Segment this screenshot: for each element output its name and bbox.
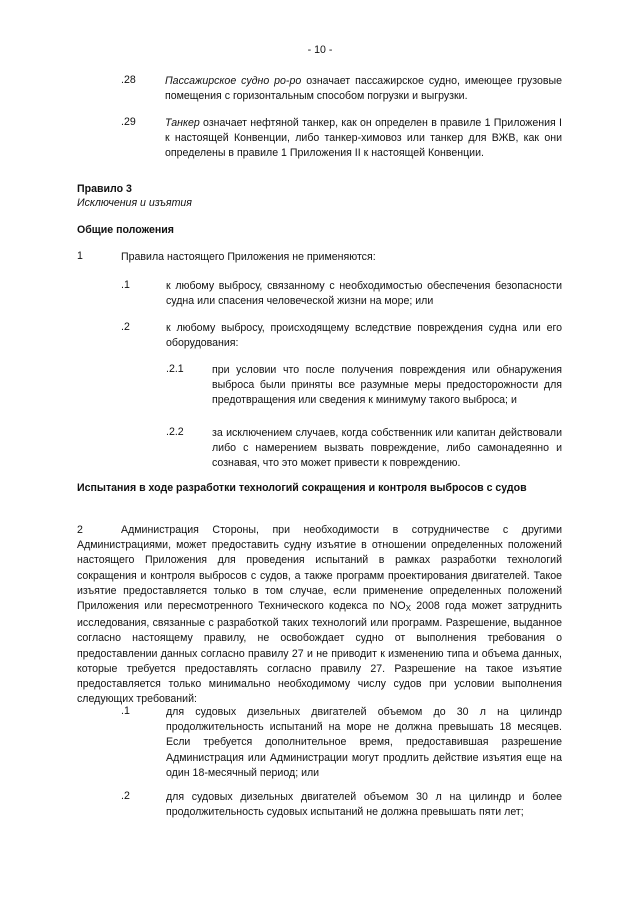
item-text: к любому выбросу, связанному с необходимостью обеспечения безопасности судна или спасения человеческой жизни на море; или (166, 280, 562, 308)
definition-term: Пассажирское судно ро-ро (165, 75, 302, 87)
subscript-x: X (405, 604, 411, 614)
page-number: - 10 - (307, 44, 333, 56)
paragraph-2 (77, 523, 562, 707)
item-number: .2 (121, 790, 130, 802)
paragraph-text-cont: 2008 года может затруднить исследования, связанные с разработкой таких технологий или программ. Разрешение, выданное согласно настоящему правилу, не освобождает судно от выполнения требования о предоставлении данных согласно правилу 27 и не приводит к изменению типа и объема данных, которые требуется предоставлять согласно правилу 27. Разрешение на такое изъятие предоставляется только минимально необходимому числу судов при условии выполнения следующих требований: (77, 600, 562, 706)
paragraph-text: Правила настоящего Приложения не применяются: (121, 251, 376, 263)
subitem-text: при условии что после получения повреждения или обнаружения выброса были приняты все разумные меры предосторожности для предотвращения или сведения к минимуму такого выброса; и (212, 364, 562, 407)
item-number: .2 (121, 321, 130, 333)
paragraph-number: 2 (77, 524, 83, 536)
definition-body: означает пассажирское судно, имеющее грузовые помещения с горизонтальным способом погрузки и выгрузки. (165, 75, 562, 103)
item-number: .1 (121, 705, 130, 717)
subitem-text: за исключением случаев, когда собственник или капитан действовали либо с намерением вызвать повреждение, либо самонадеянно и сознавая, что это может привести к повреждению. (212, 427, 562, 470)
paragraph-number: 1 (77, 250, 83, 262)
item-text: для судовых дизельных двигателей объемом 30 л на цилиндр и более продолжительность судовых испытаний не должна превышать пяти лет; (166, 791, 562, 819)
definition-number: .29 (121, 116, 136, 128)
item-text: для судовых дизельных двигателей объемом до 30 л на цилиндр продолжительность испытаний на море не должна превышать 18 месяцев. Если требуется дополнительное время, предоставившая разрешение Администрация или Администрации могут продлить действие изъятия еще на один 18-месячный период; или (166, 706, 562, 779)
rule-title: Правило 3 (77, 183, 132, 195)
definition-text (165, 116, 562, 162)
section-heading: Испытания в ходе разработки технологий сокращения и контроля выбросов с судов (77, 482, 527, 494)
definition-body: означает нефтяной танкер, как он определен в правиле 1 Приложения I к настоящей Конвенции, либо танкер-химовоз или танкер для ВЖВ, как они определены в правиле 1 Приложения II к настоящей Конвенции. (165, 117, 562, 160)
paragraph-text: Администрация Стороны, при необходимости в сотрудничестве с другими Администрациями, может предоставить судну изъятие в отношении определенных положений настоящего Приложения для проведения испытаний в рамках разработки технологий сокращения и контроля выбросов с судов, а также программ проектирования двигателей. Такое изъятие предоставляется только в том случае, если применение определенных положений Приложения или пересмотренного Технического кодекса по NO (77, 524, 562, 613)
rule-subtitle: Исключения и изъятия (77, 197, 192, 209)
subitem-number: .2.1 (166, 363, 184, 375)
section-heading: Общие положения (77, 224, 174, 236)
definition-term: Танкер (165, 117, 200, 129)
item-text: к любому выбросу, происходящему вследствие повреждения судна или его оборудования: (166, 322, 562, 350)
item-number: .1 (121, 279, 130, 291)
definition-number: .28 (121, 74, 136, 86)
definition-text (165, 74, 562, 104)
subitem-number: .2.2 (166, 426, 184, 438)
